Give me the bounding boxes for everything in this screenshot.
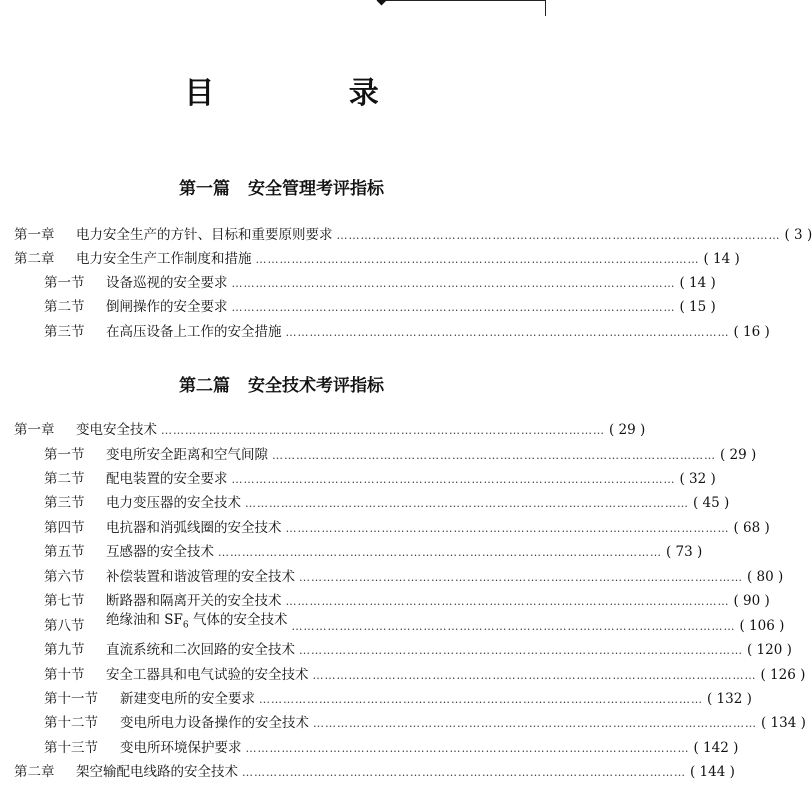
dot-leader: ………………………………………………………………………………………………… xyxy=(285,326,730,339)
page-number: ( 126 ) xyxy=(760,667,806,683)
section-number: 第六节 xyxy=(44,569,85,585)
toc-entry[interactable] xyxy=(44,665,806,685)
entry-title: 断路器和隔离开关的安全技术 xyxy=(106,593,282,609)
subscript-six: 6 xyxy=(182,621,189,631)
dot-leader: ………………………………………………………………………………………………… xyxy=(242,766,686,779)
entry-title: 架空输配电线路的安全技术 xyxy=(76,764,238,780)
dot-leader: ………………………………………………………………………………………………… xyxy=(336,229,781,242)
dot-leader: ………………………………………………………………………………………………… xyxy=(231,301,676,314)
entry-title: 安全工器具和电气试验的安全技术 xyxy=(106,667,309,683)
part-name: 安全技术考评指标 xyxy=(248,376,384,396)
entry-title: 在高压设备上工作的安全措施 xyxy=(106,324,282,340)
diamond-icon xyxy=(377,0,387,5)
toc-entry[interactable] xyxy=(44,493,730,513)
dot-leader: ………………………………………………………………………………………………… xyxy=(272,449,716,462)
section-number: 第九节 xyxy=(44,642,85,658)
dot-leader: ………………………………………………………………………………………………… xyxy=(161,424,605,437)
dot-leader: ………………………………………………………………………………………………… xyxy=(259,693,703,706)
chapter-number: 第一章 xyxy=(14,227,55,243)
page-number: ( 90 ) xyxy=(733,593,770,609)
section-number: 第十二节 xyxy=(44,715,98,731)
dot-leader: ………………………………………………………………………………………………… xyxy=(291,620,736,633)
entry-title: 电力安全生产工作制度和措施 xyxy=(76,251,252,267)
dot-leader: ………………………………………………………………………………………………… xyxy=(245,742,690,755)
part-label: 第二篇 xyxy=(179,376,230,396)
entry-title: 直流系统和二次回路的安全技术 xyxy=(106,642,295,658)
toc-entry[interactable] xyxy=(44,518,770,538)
entry-title: 变电所环境保护要求 xyxy=(120,740,242,756)
dot-leader: ………………………………………………………………………………………………… xyxy=(313,717,757,730)
page-number: ( 14 ) xyxy=(703,251,740,267)
dot-leader: ………………………………………………………………………………………………… xyxy=(299,571,743,584)
section-number: 第一节 xyxy=(44,447,85,463)
dot-leader: ………………………………………………………………………………………………… xyxy=(299,644,743,657)
dot-leader: ………………………………………………………………………………………………… xyxy=(218,546,662,559)
dot-leader: ………………………………………………………………………………………………… xyxy=(285,595,730,608)
dot-leader: ………………………………………………………………………………………………… xyxy=(255,253,700,266)
section-number: 第十节 xyxy=(44,667,85,683)
section-number: 第十三节 xyxy=(44,740,98,756)
page-number: ( 106 ) xyxy=(739,618,785,634)
toc-entry[interactable] xyxy=(44,612,785,636)
toc-entry[interactable] xyxy=(14,249,740,269)
section-number: 第三节 xyxy=(44,495,85,511)
section-number: 第二节 xyxy=(44,471,85,487)
page-corner-mark xyxy=(382,0,546,16)
page-title: 目 录 xyxy=(184,76,441,111)
part-heading-2 xyxy=(0,371,563,396)
section-number: 第一节 xyxy=(44,275,85,291)
page-number: ( 73 ) xyxy=(666,544,703,560)
page-number: ( 29 ) xyxy=(720,447,757,463)
entry-title: 电力变压器的安全技术 xyxy=(106,495,241,511)
toc-entry[interactable] xyxy=(44,322,770,342)
entry-title: 电抗器和消弧线圈的安全技术 xyxy=(106,520,282,536)
entry-title: 互感器的安全技术 xyxy=(106,544,214,560)
section-number: 第十一节 xyxy=(44,691,98,707)
page-number: ( 32 ) xyxy=(679,471,716,487)
page-number: ( 142 ) xyxy=(693,740,739,756)
toc-entry[interactable] xyxy=(44,591,770,611)
entry-title-part: 绝缘油和 SF xyxy=(106,612,183,629)
entry-title: 变电所安全距离和空气间隙 xyxy=(106,447,268,463)
toc-entry[interactable] xyxy=(14,225,812,245)
entry-title: 配电装置的安全要求 xyxy=(106,471,228,487)
section-number: 第三节 xyxy=(44,324,85,340)
dot-leader: ………………………………………………………………………………………………… xyxy=(312,669,757,682)
toc-entry[interactable] xyxy=(44,445,757,465)
toc-entry[interactable] xyxy=(44,273,716,293)
toc-entry[interactable] xyxy=(44,297,716,317)
chapter-number: 第一章 xyxy=(14,422,55,438)
page-number: ( 120 ) xyxy=(747,642,792,658)
toc-entry[interactable] xyxy=(44,738,739,758)
dot-leader: ………………………………………………………………………………………………… xyxy=(285,522,730,535)
page-number: ( 3 ) xyxy=(784,227,812,243)
toc-entry[interactable] xyxy=(44,689,752,709)
entry-title: 倒闸操作的安全要求 xyxy=(106,299,228,315)
entry-title: 补偿装置和谐波管理的安全技术 xyxy=(106,569,295,585)
toc-entry[interactable] xyxy=(14,420,646,440)
section-number: 第八节 xyxy=(44,618,85,634)
page-number: ( 29 ) xyxy=(609,422,646,438)
entry-title: 变电所电力设备操作的安全技术 xyxy=(120,715,309,731)
page-number: ( 16 ) xyxy=(733,324,770,340)
chapter-number: 第二章 xyxy=(14,764,55,780)
page-number: ( 15 ) xyxy=(679,299,716,315)
toc-entry[interactable] xyxy=(44,713,806,733)
toc-entry[interactable] xyxy=(44,469,716,489)
part-name: 安全管理考评指标 xyxy=(248,179,384,199)
dot-leader: ………………………………………………………………………………………………… xyxy=(231,473,676,486)
part-label: 第一篇 xyxy=(179,179,230,199)
entry-title: 新建变电所的安全要求 xyxy=(120,691,255,707)
section-number: 第七节 xyxy=(44,593,85,609)
page-number: ( 144 ) xyxy=(690,764,735,780)
page-number: ( 80 ) xyxy=(747,569,784,585)
toc-entry[interactable] xyxy=(44,567,784,587)
toc-entry[interactable] xyxy=(44,542,703,562)
entry-title xyxy=(106,610,287,636)
entry-title-part: 气体的安全技术 xyxy=(188,612,288,629)
section-number: 第四节 xyxy=(44,520,85,536)
page-number: ( 68 ) xyxy=(733,520,770,536)
page-number: ( 45 ) xyxy=(693,495,730,511)
page-number: ( 14 ) xyxy=(679,275,716,291)
page-number: ( 132 ) xyxy=(707,691,752,707)
part-heading-1 xyxy=(0,174,563,199)
entry-title: 设备巡视的安全要求 xyxy=(106,275,228,291)
toc-entry[interactable] xyxy=(14,762,735,782)
toc-entry[interactable] xyxy=(44,640,792,660)
dot-leader: ………………………………………………………………………………………………… xyxy=(245,497,689,510)
entry-title: 电力安全生产的方针、目标和重要原则要求 xyxy=(76,227,333,243)
section-number: 第二节 xyxy=(44,299,85,315)
page-number: ( 134 ) xyxy=(761,715,806,731)
section-number: 第五节 xyxy=(44,544,85,560)
entry-title: 变电安全技术 xyxy=(76,422,157,438)
dot-leader: ………………………………………………………………………………………………… xyxy=(231,277,676,290)
chapter-number: 第二章 xyxy=(14,251,55,267)
